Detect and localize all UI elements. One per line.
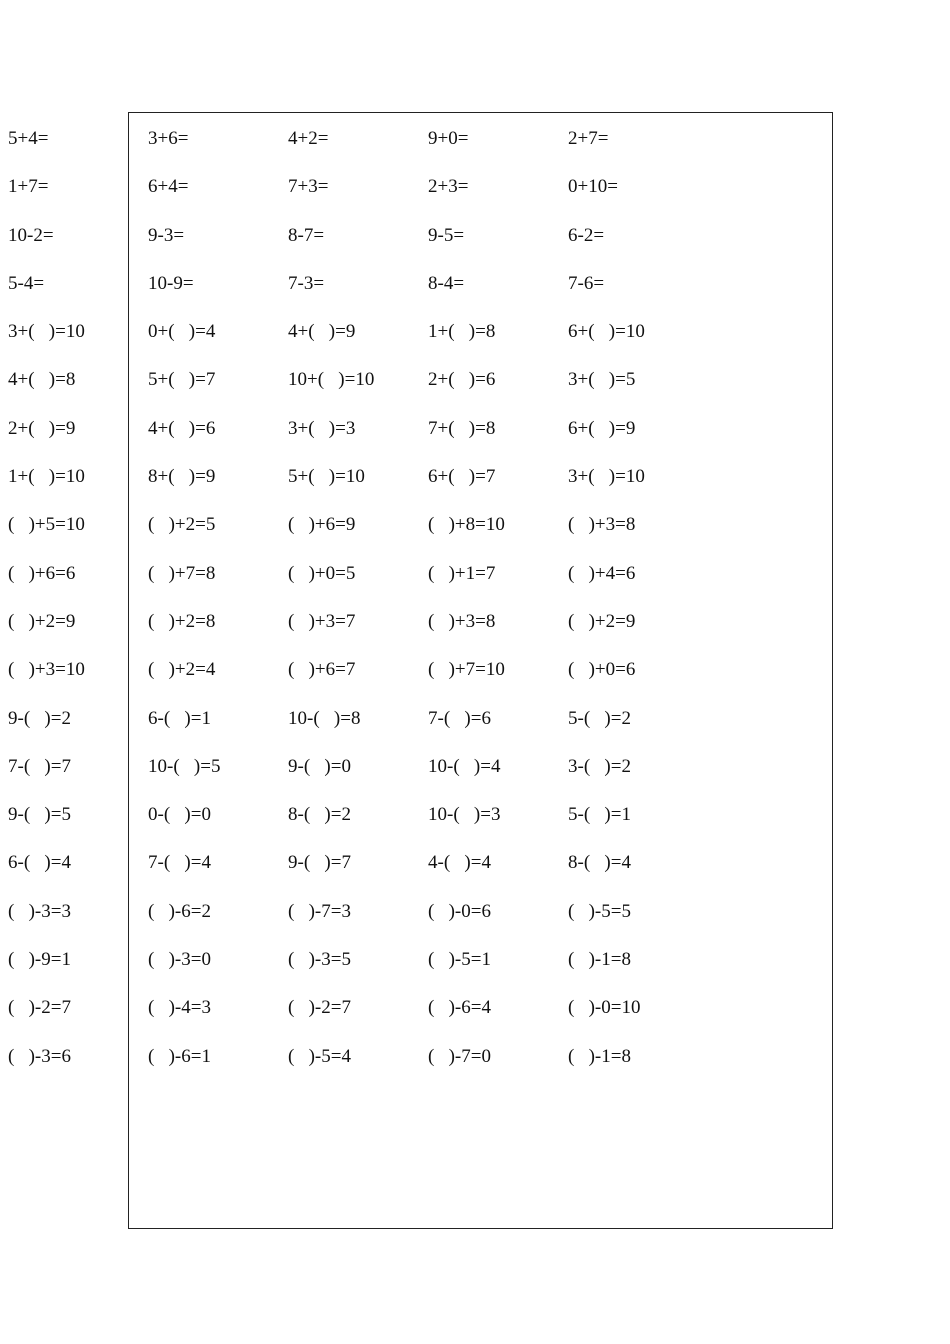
math-problem: 0+( )=4 [148, 321, 216, 343]
math-problem: 10-( )=4 [428, 755, 501, 777]
math-problem: ( )-6=2 [148, 900, 211, 922]
math-problem: 5+4= [8, 128, 49, 149]
math-problem: 0-( )=0 [148, 804, 211, 826]
math-problem: ( )+2=4 [148, 659, 216, 681]
math-problem: 8-( )=4 [568, 852, 631, 874]
math-problem: 4+( )=6 [148, 417, 216, 439]
math-problem: 1+( )=8 [428, 321, 496, 343]
math-problem: 10+( )=10 [288, 369, 375, 391]
math-problem: 4+( )=8 [8, 369, 76, 391]
math-problem: ( )-7=3 [288, 900, 351, 922]
problem-row [8, 852, 708, 900]
math-problem: 9-( )=7 [288, 852, 351, 874]
math-problem: ( )+2=9 [568, 610, 636, 632]
problem-row [8, 901, 708, 949]
math-problem: 5-4= [8, 272, 45, 294]
problem-row [8, 321, 708, 369]
math-problem: 9-( )=5 [8, 804, 71, 826]
math-problem: 7-( )=6 [428, 707, 491, 729]
math-problem: 8-4= [428, 272, 465, 294]
math-problem: 8-( )=2 [288, 804, 351, 826]
math-problem: ( )-1=8 [568, 1045, 631, 1067]
math-problem: 7+( )=8 [428, 417, 496, 439]
math-problem: ( )+7=8 [148, 562, 216, 584]
math-problem: ( )+7=10 [428, 659, 505, 681]
math-problem: 7-( )=4 [148, 852, 211, 874]
problem-row [8, 369, 708, 417]
math-problem: 10-( )=8 [288, 707, 361, 729]
math-problem: 8+( )=9 [148, 466, 216, 488]
math-problem: 9+0= [428, 128, 469, 149]
math-problem: 6-( )=1 [148, 707, 211, 729]
problem-row [8, 659, 708, 707]
math-problem: 3+( )=3 [288, 417, 356, 439]
math-problem: ( )+4=6 [568, 562, 636, 584]
math-problem: 10-( )=3 [428, 804, 501, 826]
math-problem: ( )+8=10 [428, 514, 505, 536]
math-problem: 9-5= [428, 224, 465, 246]
math-problem: 10-2= [8, 224, 54, 246]
math-problem: ( )+2=8 [148, 610, 216, 632]
math-problem: ( )-4=3 [148, 997, 211, 1019]
problem-row [8, 1046, 708, 1094]
math-problem: 9-( )=2 [8, 707, 71, 729]
math-problem: 7-3= [288, 272, 325, 294]
math-problem: 4-( )=4 [428, 852, 491, 874]
math-problem: 4+2= [288, 128, 329, 149]
math-problem: 8-7= [288, 224, 325, 246]
math-problem: ( )+6=9 [288, 514, 356, 536]
math-problem: ( )-7=0 [428, 1045, 491, 1067]
problem-row [8, 997, 708, 1045]
problem-grid [8, 128, 708, 1094]
math-problem: ( )+1=7 [428, 562, 496, 584]
math-problem: 3+( )=10 [568, 466, 645, 488]
problem-row [8, 949, 708, 997]
math-problem: ( )+0=5 [288, 562, 356, 584]
math-problem: ( )-6=4 [428, 997, 491, 1019]
math-problem: ( )+3=8 [568, 514, 636, 536]
problem-row [8, 708, 708, 756]
math-problem: 5+( )=7 [148, 369, 216, 391]
math-problem: ( )+3=7 [288, 610, 356, 632]
math-problem: ( )+6=6 [8, 562, 76, 584]
math-problem: ( )+3=10 [8, 659, 85, 681]
problem-row [8, 128, 708, 176]
math-problem: ( )-3=6 [8, 1045, 71, 1067]
math-problem: ( )-5=1 [428, 949, 491, 971]
math-problem: 6-2= [568, 224, 605, 246]
math-problem: 3-( )=2 [568, 755, 631, 777]
math-problem: 2+( )=9 [8, 417, 76, 439]
math-problem: 9-( )=0 [288, 755, 351, 777]
math-problem: ( )+0=6 [568, 659, 636, 681]
math-problem: 10-9= [148, 272, 194, 294]
math-problem: 6+( )=9 [568, 417, 636, 439]
math-problem: ( )-0=10 [568, 997, 641, 1019]
problem-row [8, 225, 708, 273]
math-problem: 5-( )=2 [568, 707, 631, 729]
problem-row [8, 418, 708, 466]
math-problem: ( )+2=9 [8, 610, 76, 632]
math-problem: ( )-3=3 [8, 900, 71, 922]
math-problem: 5+( )=10 [288, 466, 365, 488]
problem-row [8, 611, 708, 659]
problem-row [8, 466, 708, 514]
math-problem: ( )+5=10 [8, 514, 85, 536]
math-problem: ( )-1=8 [568, 949, 631, 971]
math-problem: 2+( )=6 [428, 369, 496, 391]
math-problem: ( )-0=6 [428, 900, 491, 922]
math-problem: ( )+2=5 [148, 514, 216, 536]
math-problem: 7-6= [568, 272, 605, 294]
math-problem: 3+( )=5 [568, 369, 636, 391]
math-problem: 2+7= [568, 128, 609, 149]
math-problem: ( )-5=4 [288, 1045, 351, 1067]
math-problem: 6-( )=4 [8, 852, 71, 874]
math-problem: 3+( )=10 [8, 321, 85, 343]
math-problem: 4+( )=9 [288, 321, 356, 343]
math-problem: 1+( )=10 [8, 466, 85, 488]
math-problem: 7-( )=7 [8, 755, 71, 777]
math-problem: ( )-5=5 [568, 900, 631, 922]
math-problem: 2+3= [428, 176, 469, 198]
math-problem: 6+4= [148, 176, 189, 198]
math-problem: ( )-6=1 [148, 1045, 211, 1067]
math-problem: ( )-3=5 [288, 949, 351, 971]
problem-row [8, 804, 708, 852]
math-problem: 6+( )=7 [428, 466, 496, 488]
problem-row [8, 514, 708, 562]
math-problem: 5-( )=1 [568, 804, 631, 826]
problem-row [8, 563, 708, 611]
math-problem: ( )-3=0 [148, 949, 211, 971]
math-problem: 7+3= [288, 176, 329, 198]
math-problem: ( )-2=7 [288, 997, 351, 1019]
problem-row [8, 756, 708, 804]
math-problem: 3+6= [148, 128, 189, 149]
math-problem: ( )-9=1 [8, 949, 71, 971]
math-problem: 9-3= [148, 224, 185, 246]
math-problem: 10-( )=5 [148, 755, 221, 777]
math-problem: 0+10= [568, 176, 618, 198]
math-problem: ( )+3=8 [428, 610, 496, 632]
problem-row [8, 273, 708, 321]
math-problem: 1+7= [8, 176, 49, 198]
math-problem: ( )+6=7 [288, 659, 356, 681]
problem-row [8, 176, 708, 224]
math-problem: 6+( )=10 [568, 321, 645, 343]
math-problem: ( )-2=7 [8, 997, 71, 1019]
